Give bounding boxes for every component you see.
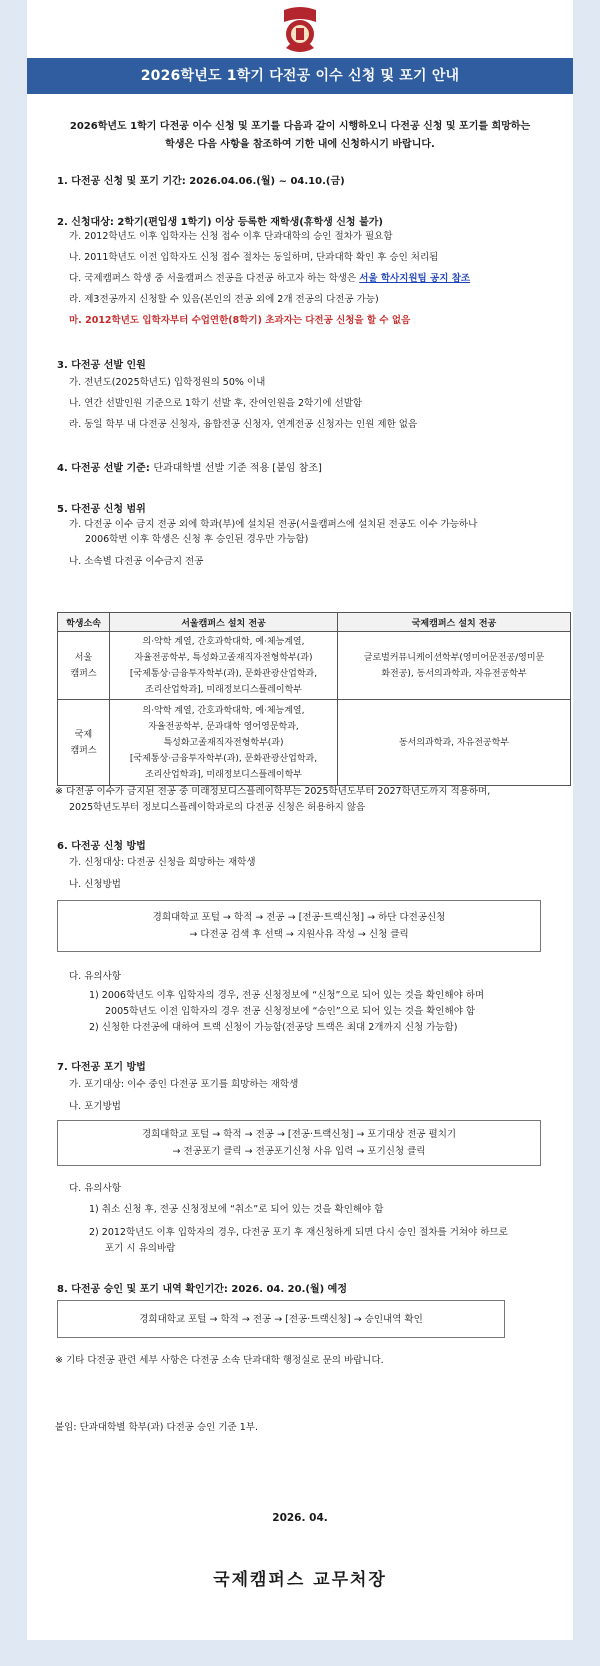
notice-date: 2026. 04. [272,1512,328,1524]
table-cell-affiliation [58,700,110,786]
section-4-title-label: 4. 다전공 선발 기준: [57,463,154,474]
section-7-item-da: 다. 유의사항 [69,1183,121,1194]
section-7-caution-1: 1) 취소 신청 후, 전공 신청정보에 “취소”로 되어 있는 것을 확인해야 함 [89,1204,384,1215]
cell-line: 캠퍼스 [70,745,97,756]
section-2-item-na: 나. 2011학년도 이전 입학자도 신청 접수 절차는 동일하며, 단과대학 확인 후 승인 처리됨 [69,252,439,263]
intro-line-2: 학생은 다음 사항을 참조하여 기한 내에 신청하시기 바랍니다. [165,139,435,150]
table-row [58,700,571,786]
section-3-item-ga: 가. 전년도(2025학년도) 입학정원의 50% 이내 [69,377,266,388]
section-7-item-ga: 가. 포기대상: 이수 중인 다전공 포기를 희망하는 재학생 [69,1079,299,1090]
withdraw-procedure-box [57,1120,541,1166]
apply-procedure-box [57,900,541,952]
section-7-caution-2b: 포기 시 유의바람 [105,1243,176,1254]
cell-line: 글로벌커뮤니케이션학부(영미어문전공/영미문 [363,652,545,663]
cell-line: 조리산업학과], 미래정보디스플레이학부 [144,684,303,695]
section-5-item-na: 나. 소속별 다전공 이수금지 전공 [69,556,204,567]
cell-line: 서울 [74,652,93,663]
section-2-item-da-text: 다. 국제캠퍼스 학생 중 서울캠퍼스 전공을 다전공 하고자 하는 학생은 [69,273,360,284]
table-header-cell: 서울캠퍼스 설치 전공 [110,613,338,632]
contact-note: ※ 기타 다전공 관련 세부 사항은 다전공 소속 단과대학 행정실로 문의 바랍니다. [55,1355,384,1366]
section-5-item-ga-line-1: 가. 다전공 이수 금지 전공 외에 학과(부)에 설치된 전공(서울캠퍼스에 설치된 전공도 이수 가능하나 [69,519,478,530]
notice-page [27,0,573,1640]
section-6-caution-1b: 2005학년도 이전 입학자의 경우 전공 신청정보에 “승인”으로 되어 있는 것을 확인해야 함 [105,1006,476,1017]
intro-text [57,118,543,154]
table-cell-global [338,700,571,786]
section-1-title: 1. 다전공 신청 및 포기 기간: 2026.04.06.(월) ~ 04.10.(금) [57,176,345,187]
section-7-item-na: 나. 포기방법 [69,1101,121,1112]
apply-procedure-line-1: 경희대학교 포털 → 학적 → 전공 → [전공·트랙신청] → 하단 다전공신청 [152,912,446,923]
section-2-item-ga: 가. 2012학년도 이후 입학자는 신청 접수 이후 단과대학의 승인 절차가 필요함 [69,231,393,242]
section-2-title: 2. 신청대상: 2학기(편입생 1학기) 이상 등록한 재학생(휴학생 신청 불가) [57,217,383,228]
table-cell-global [338,632,571,700]
section-6-title: 6. 다전공 신청 방법 [57,841,146,852]
section-3-item-ra: 라. 동일 학부 내 다전공 신청자, 융합전공 신청자, 연계전공 신청자는 인원 제한 없음 [69,419,418,430]
intro-line-1: 2026학년도 1학기 다전공 이수 신청 및 포기를 다음과 같이 시행하오니 다전공 신청 및 포기를 희망하는 [69,121,531,132]
section-6-caution-2: 2) 신청한 다전공에 대하여 트랙 신청이 가능함(전공당 트랙은 최대 2개까지 신청 가능함) [89,1022,458,1033]
section-6-caution-1a: 1) 2006학년도 이후 입학자의 경우, 전공 신청정보에 “신청”으로 되어 있는 것을 확인해야 하며 [89,990,485,1001]
table-header-cell: 국제캠퍼스 설치 전공 [338,613,571,632]
university-emblem-icon [280,4,320,56]
section-7-caution-2a: 2) 2012학년도 이후 입학자의 경우, 다전공 포기 후 재신청하게 되면 다시 승인 절차를 거쳐야 하므로 [89,1227,508,1238]
table-cell-affiliation [58,632,110,700]
cell-line: 자율전공학부, 문과대학 영어영문학과, [148,721,299,732]
section-2-item-ra: 라. 제3전공까지 신청할 수 있음(본인의 전공 외에 2개 전공의 다전공 가능) [69,294,379,305]
cell-line: [국제통상·금융투자학부(과), 문화관광산업학과, [129,668,318,679]
section-3-title: 3. 다전공 선발 인원 [57,360,146,371]
table-cell-seoul [110,700,338,786]
cell-line: 의·약학 계열, 간호과학대학, 예·체능계열, [142,636,305,647]
table-header-row [58,613,571,632]
approval-check-box [57,1300,505,1338]
section-5-note-line-1: ※ 다전공 이수가 금지된 전공 중 미래정보디스플레이학부는 2025학년도부터 2027학년도까지 적용하며, [55,786,491,797]
prohibited-majors-table [57,612,571,786]
section-8-title: 8. 다전공 승인 및 포기 내역 확인기간: 2026. 04. 20.(월) 예정 [57,1284,347,1295]
section-5-item-ga-line-2: 2006학번 이후 학생은 신청 후 승인된 경우만 가능함) [85,534,309,545]
section-2-item-da [69,272,470,286]
cell-line: 특성화고졸재직자전형학부(과) [163,737,284,748]
cell-line: [국제통상·금융투자학부(과), 문화관광산업학과, [129,753,318,764]
table-row [58,632,571,700]
cell-line: 국제 [74,729,93,740]
cell-line: 동서의과학과, 자유전공학부 [398,737,510,748]
table-header-cell: 학생소속 [58,613,110,632]
seoul-notice-link[interactable]: 서울 학사지원팀 공지 참조 [359,273,471,284]
cell-line: 캠퍼스 [70,668,97,679]
cell-line: 의·약학 계열, 간호과학대학, 예·체능계열, [142,705,305,716]
page-title: 2026학년도 1학기 다전공 이수 신청 및 포기 안내 [27,58,573,94]
apply-procedure-line-2: → 다전공 검색 후 선택 → 지원사유 작성 → 신청 클릭 [189,929,409,940]
section-5-note-line-2: 2025학년도부터 정보디스플레이학과로의 다전공 신청은 허용하지 않음 [69,802,366,813]
section-5-title: 5. 다전공 신청 범위 [57,504,146,515]
section-6-item-ga: 가. 신청대상: 다전공 신청을 희망하는 재학생 [69,857,256,868]
withdraw-procedure-line-2: → 전공포기 클릭 → 전공포기신청 사유 입력 → 포기신청 클릭 [172,1146,426,1157]
cell-line: 조리산업학과], 미래정보디스플레이학부 [144,769,303,780]
section-2-item-ma-warning: 마. 2012학년도 입학자부터 수업연한(8학기) 초과자는 다전공 신청을 할 수 없음 [69,315,411,326]
section-4-title [57,459,322,474]
table-cell-seoul [110,632,338,700]
section-3-item-na: 나. 연간 선발인원 기준으로 1학기 선발 후, 잔여인원을 2학기에 선발함 [69,398,363,409]
section-6-item-na: 나. 신청방법 [69,879,121,890]
section-6-item-da: 다. 유의사항 [69,971,121,982]
cell-line: 자율전공학부, 특성화고졸재직자전형학부(과) [134,652,313,663]
attachment-note: 붙임: 단과대학별 학부(과) 다전공 승인 기준 1부. [55,1422,258,1433]
issuer-signature: 국제캠퍼스 교무처장 [213,1570,387,1590]
withdraw-procedure-line-1: 경희대학교 포털 → 학적 → 전공 → [전공·트랙신청] → 포기대상 전공 펼치기 [141,1129,457,1140]
approval-check-line: 경희대학교 포털 → 학적 → 전공 → [전공·트랙신청] → 승인내역 확인 [139,1313,423,1325]
cell-line: 화전공), 동서의과학과, 자유전공학부 [381,668,527,679]
section-7-title: 7. 다전공 포기 방법 [57,1062,146,1073]
section-4-title-value: 단과대학별 선발 기준 적용 [붙임 참조] [153,463,322,474]
